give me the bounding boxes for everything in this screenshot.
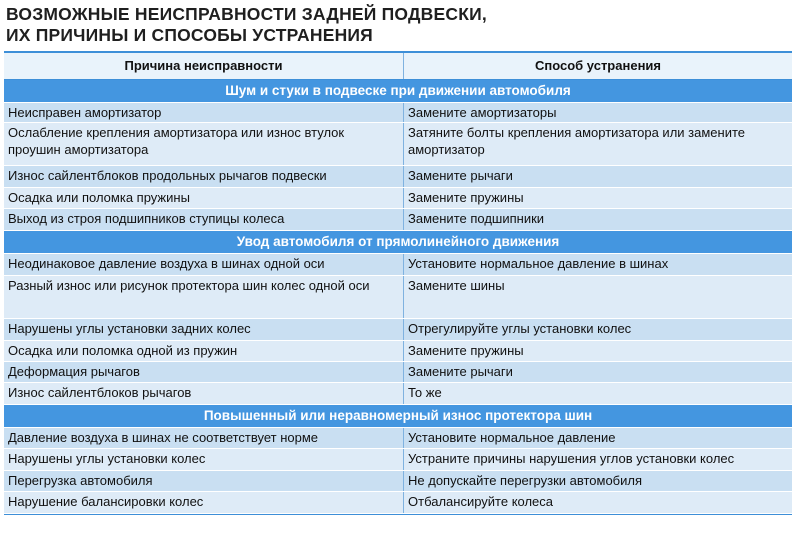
cause-cell: Осадка или поломка одной из пружин xyxy=(4,341,404,361)
remedy-cell: Замените подшипники xyxy=(408,211,545,226)
table-row xyxy=(4,103,792,123)
remedy-cell: Затяните болты крепления амортизатора или замените амортизатор xyxy=(408,125,745,157)
table-row xyxy=(4,209,792,231)
table-body xyxy=(4,80,792,514)
table-row xyxy=(4,254,792,276)
cause-cell: Износ сайлентблоков продольных рычагов подвески xyxy=(4,166,404,187)
remedy-cell: Установите нормальное давление xyxy=(408,430,616,445)
remedy-cell: Замените рычаги xyxy=(408,168,513,183)
header-remedy: Способ устранения xyxy=(534,57,661,73)
cause-cell: Неодинаковое давление воздуха в шинах одной оси xyxy=(4,254,404,275)
table-row xyxy=(4,166,792,188)
header-cause: Причина неисправности xyxy=(4,53,404,79)
fault-table xyxy=(4,51,792,515)
table-row xyxy=(4,428,792,449)
table-row xyxy=(4,276,792,319)
cause-cell: Осадка или поломка пружины xyxy=(4,188,404,208)
cause-cell: Давление воздуха в шинах не соответствует норме xyxy=(4,428,404,448)
title-line-1: ВОЗМОЖНЫЕ НЕИСПРАВНОСТИ ЗАДНЕЙ ПОДВЕСКИ, xyxy=(6,4,487,24)
remedy-cell: То же xyxy=(408,385,442,400)
cause-cell: Ослабление крепления амортизатора или износ втулок проушин амортизатора xyxy=(4,123,404,165)
table-row xyxy=(4,341,792,362)
remedy-cell: Замените пружины xyxy=(408,190,524,205)
table-row xyxy=(4,123,792,166)
table-header xyxy=(4,53,792,80)
cause-cell: Нарушены углы установки задних колес xyxy=(4,319,404,340)
remedy-cell: Установите нормальное давление в шинах xyxy=(408,256,669,271)
remedy-cell: Замените амортизаторы xyxy=(408,105,557,120)
remedy-cell: Замените шины xyxy=(408,278,505,293)
table-row xyxy=(4,449,792,471)
section-title: Увод автомобиля от прямолинейного движения xyxy=(4,231,792,254)
cause-cell: Неисправен амортизатор xyxy=(4,103,404,122)
cause-cell: Нарушены углы установки колес xyxy=(4,449,404,470)
table-row xyxy=(4,319,792,341)
table-row xyxy=(4,362,792,383)
remedy-cell: Отрегулируйте углы установки колес xyxy=(408,321,632,336)
remedy-cell: Устраните причины нарушения углов установки колес xyxy=(408,451,735,466)
remedy-cell: Отбалансируйте колеса xyxy=(408,494,554,509)
section-title: Шум и стуки в подвеске при движении автомобиля xyxy=(4,80,792,103)
cause-cell: Перегрузка автомобиля xyxy=(4,471,404,491)
table-row xyxy=(4,188,792,209)
table-row xyxy=(4,383,792,405)
cause-cell: Износ сайлентблоков рычагов xyxy=(4,383,404,404)
table-row xyxy=(4,471,792,492)
page-title xyxy=(4,0,794,46)
section-title: Повышенный или неравномерный износ протектора шин xyxy=(4,405,792,428)
remedy-cell: Замените рычаги xyxy=(408,364,513,379)
cause-cell: Деформация рычагов xyxy=(4,362,404,382)
remedy-cell: Замените пружины xyxy=(408,343,524,358)
title-line-2: ИХ ПРИЧИНЫ И СПОСОБЫ УСТРАНЕНИЯ xyxy=(6,25,373,45)
table-row xyxy=(4,492,792,514)
cause-cell: Разный износ или рисунок протектора шин колес одной оси xyxy=(4,276,404,318)
remedy-cell: Не допускайте перегрузки автомобиля xyxy=(408,473,643,488)
cause-cell: Нарушение балансировки колес xyxy=(4,492,404,513)
cause-cell: Выход из строя подшипников ступицы колеса xyxy=(4,209,404,230)
